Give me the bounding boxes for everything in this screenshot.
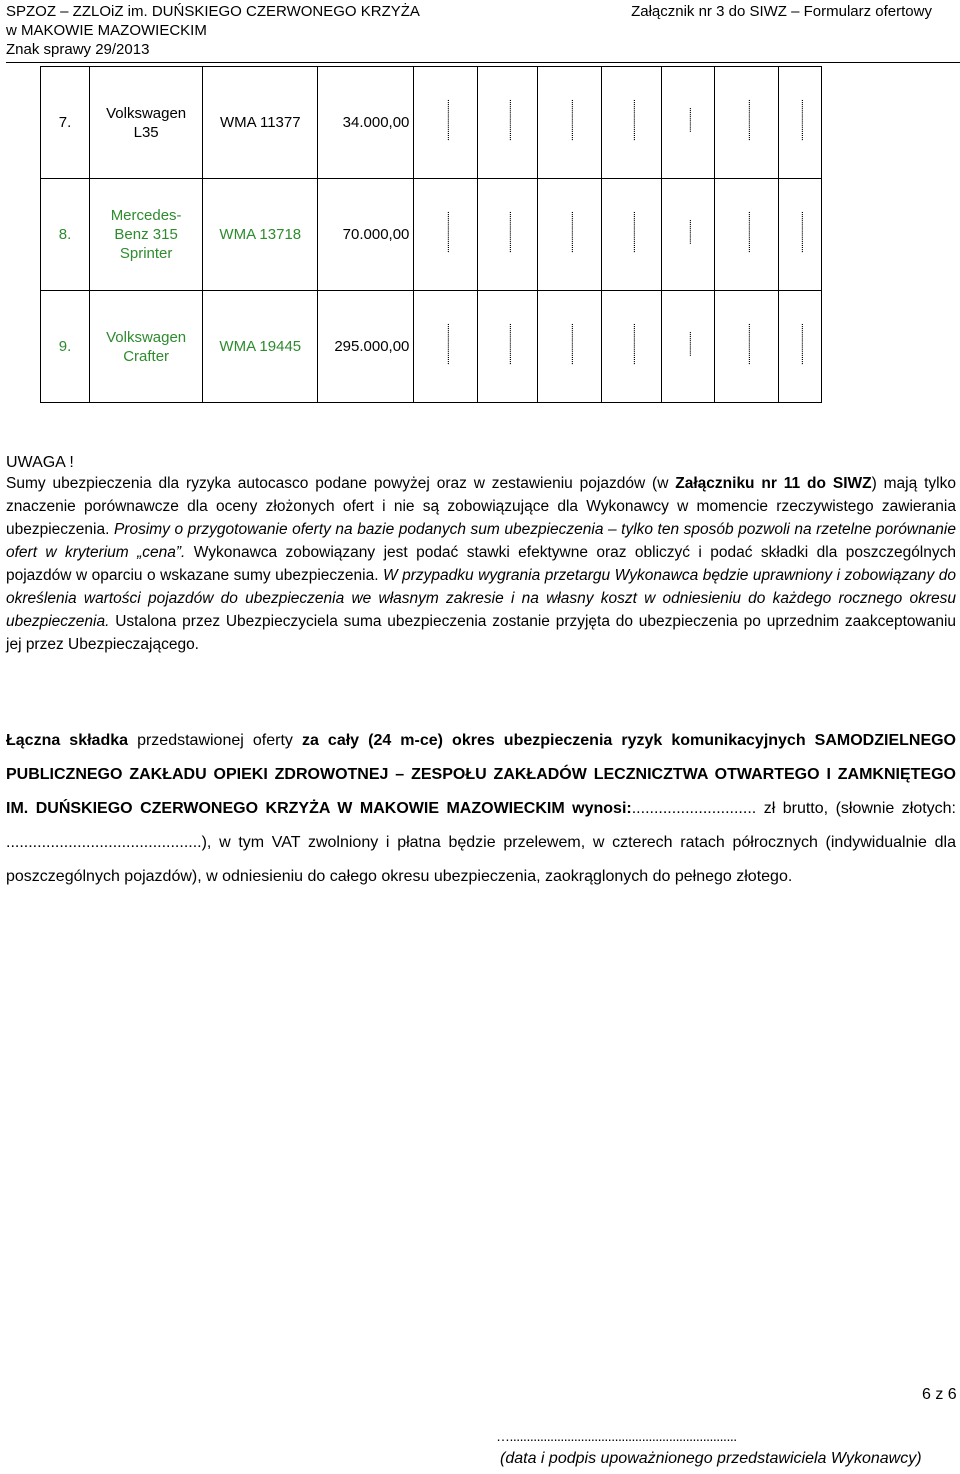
vehicle-model-line: Volkswagen [106,328,187,346]
fill-in-cell[interactable] [478,179,538,291]
fill-in-cell[interactable] [715,179,779,291]
registration-number: WMA 13718 [203,179,318,291]
dotted-placeholder: .................... [625,99,638,142]
header-divider [6,62,960,63]
table-row [41,179,822,291]
fill-in-cell[interactable] [602,291,662,403]
fill-in-cell[interactable] [779,291,822,403]
dotted-placeholder: .................... [563,323,576,366]
dotted-placeholder: .................... [794,99,807,142]
notice-attachment-ref: Załączniku nr 11 do SIWZ [675,475,872,492]
dotted-placeholder: ............ [682,332,695,357]
table-row [41,291,822,403]
vehicle-model-line: Volkswagen [106,104,187,122]
header-org-city: w MAKOWIE MAZOWIECKIM [6,22,207,39]
offer-total-label: Łączna składka [6,732,129,749]
offer-text: przedstawionej oferty [128,732,302,749]
dotted-placeholder: .................... [501,211,514,254]
vehicle-model-line: L35 [133,123,159,141]
notice-paragraph [6,472,956,656]
fill-in-cell[interactable] [779,179,822,291]
row-number: 7. [41,67,90,179]
fill-in-cell[interactable] [538,179,602,291]
fill-in-cell[interactable] [478,291,538,403]
header-attachment-title: Załącznik nr 3 do SIWZ – Formularz ofertowy [631,3,932,20]
registration-number: WMA 11377 [203,67,318,179]
fill-in-cell[interactable] [538,291,602,403]
vehicle-table [40,66,822,403]
sum-insured: 295.000,00 [318,291,414,403]
dotted-placeholder: .................... [625,211,638,254]
sum-insured: 34.000,00 [318,67,414,179]
row-number: 8. [41,179,90,291]
signature-caption: (data i podpis upoważnionego przedstawiciela Wykonawcy) [500,1450,922,1467]
dotted-placeholder: .................... [439,211,452,254]
signature-line[interactable]: …................................................................... [496,1428,737,1444]
dotted-placeholder: .................... [439,99,452,142]
notice-sentence: Ustalona przez Ubezpieczyciela suma ubezpieczenia zostanie przyjęta do ubezpieczenia po uprzednim zaakceptowaniu jej przez Ubezpieczającego. [6,613,957,653]
dotted-placeholder: .................... [563,99,576,142]
dotted-placeholder: .................... [501,99,514,142]
fill-in-cell[interactable] [414,179,478,291]
page-number: 6 z 6 [922,1386,957,1403]
fill-in-cell[interactable] [602,67,662,179]
offer-scope: za cały (24 m-ce) okres ubezpieczenia ryzyk komunikacyjnych SAMODZIELNEGO PUBLICZNEGO ZAKŁADU OPIEKI ZDROWOTNEJ – ZESPOŁU ZAKŁADÓW LECZNICZTWA OTWARTEGO I ZAMKNIĘTEGO IM. DUŃSKIEGO CZERWONEGO KRZYŻA W MAKOWIE MAZOWIECKIM wynosi: [6,732,956,817]
dotted-placeholder: ............ [682,220,695,245]
dotted-placeholder: .................... [501,323,514,366]
fill-in-cell[interactable] [414,67,478,179]
dotted-placeholder: .................... [439,323,452,366]
offer-amount-fill[interactable]: ............................ zł brutto, (słownie złotych: ............................................), w tym VAT zwolniony i płatna będzie przelewem, w czterech ratach półrocznych (indywidualnie dla poszczególnych pojazdów), w odniesieniu do całego okresu ubezpieczenia, zaokrąglonych do pełnego złotego. [6,800,957,885]
fill-in-cell[interactable] [715,291,779,403]
vehicle-model-line: Mercedes- [110,207,182,224]
fill-in-cell[interactable] [779,67,822,179]
dotted-placeholder: .................... [794,323,807,366]
dotted-placeholder: ............ [682,108,695,133]
registration-number: WMA 19445 [203,291,318,403]
notice-sentence: W przypadku wygrania przetargu Wykonawca będzie uprawniony i zobowiązany do określenia wartości pojazdów do ubezpieczenia we własnym zakresie i na własny koszt w odniesieniu do każdego rocznego okresu ubezpieczenia. [6,567,956,630]
notice-sentence: Sumy ubezpieczenia dla ryzyka autocasco podane powyżej oraz w zestawieniu pojazdów (w [6,475,676,492]
dotted-placeholder: .................... [740,99,753,142]
vehicle-model [90,291,203,403]
header-left [6,2,420,59]
header-org-name: SPZOZ – ZZLOiZ im. DUŃSKIEGO CZERWONEGO KRZYŻA [6,3,420,20]
fill-in-cell[interactable] [661,291,714,403]
vehicle-model-line: Crafter [123,347,170,365]
dotted-placeholder: .................... [740,323,753,366]
vehicle-model [90,179,203,291]
fill-in-cell[interactable] [414,291,478,403]
dotted-placeholder: .................... [625,323,638,366]
fill-in-cell[interactable] [478,67,538,179]
dotted-placeholder: .................... [563,211,576,254]
fill-in-cell[interactable] [661,67,714,179]
dotted-placeholder: .................... [740,211,753,254]
fill-in-cell[interactable] [538,67,602,179]
dotted-placeholder: .................... [794,211,807,254]
offer-paragraph [6,724,956,894]
fill-in-cell[interactable] [715,67,779,179]
notice-sentence: Prosimy o przygotowanie oferty na bazie podanych sum ubezpieczenia – tylko ten sposób pozwoli na rzetelne porównanie ofert w kryterium „cena”. [6,521,956,561]
notice-sentence: ) mają tylko znaczenie porównawcze dla oceny złożonych ofert i nie są zobowiązujące dla Wykonawcy w momencie rzeczywistego zawierania ubezpieczenia. [6,475,956,538]
row-number: 9. [41,291,90,403]
table-row [41,67,822,179]
vehicle-model [90,67,203,179]
notice-title: UWAGA ! [6,454,74,471]
vehicle-model-line: Sprinter [119,245,173,262]
header-case-number: Znak sprawy 29/2013 [6,41,150,58]
vehicle-model-line: Benz 315 [114,226,178,243]
sum-insured: 70.000,00 [318,179,414,291]
fill-in-cell[interactable] [661,179,714,291]
notice-sentence: Wykonawca zobowiązany jest podać stawki efektywne oraz obliczyć i podać składki dla poszczególnych pojazdów w oparciu o wskazane sumy ubezpieczenia. [6,544,956,584]
fill-in-cell[interactable] [602,179,662,291]
